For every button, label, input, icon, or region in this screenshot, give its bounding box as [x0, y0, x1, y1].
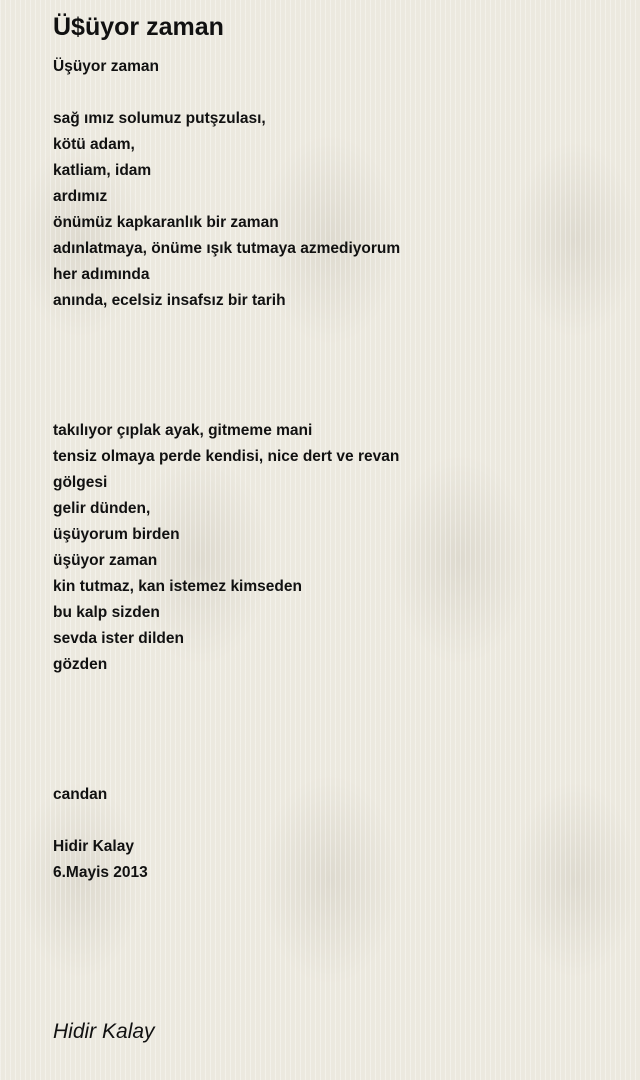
- poem-line: sevda ister dilden: [53, 630, 184, 647]
- poem-line: tensiz olmaya perde kendisi, nice dert ve revan: [53, 448, 400, 465]
- poem-blank-line: [53, 392, 400, 418]
- poem-line: anında, ecelsiz insafsız bir tarih: [53, 292, 286, 309]
- poem-line: katliam, idam: [53, 162, 152, 179]
- poem-line: candan: [53, 786, 108, 803]
- poem-blank-line: [53, 704, 400, 730]
- poem-line: gelir dünden,: [53, 500, 151, 517]
- poem-line: 6.Mayis 2013: [53, 864, 148, 881]
- poem-title: Ü$üyor zaman: [53, 13, 224, 41]
- poem-blank-line: [53, 808, 400, 834]
- poem-line: Hidir Kalay: [53, 838, 134, 855]
- poem-blank-line: [53, 366, 400, 392]
- poem-line: üşüyorum birden: [53, 526, 180, 543]
- poem-blank-line: [53, 340, 400, 366]
- poem-body: [53, 54, 400, 886]
- poem-line: üşüyor zaman: [53, 552, 158, 569]
- poem-blank-line: [53, 80, 400, 106]
- poem-blank-line: [53, 678, 400, 704]
- poem-line: ardımız: [53, 188, 108, 205]
- poem-line: gözden: [53, 656, 108, 673]
- poem-blank-line: [53, 730, 400, 756]
- poem-line: takılıyor çıplak ayak, gitmeme mani: [53, 422, 313, 439]
- poem-line: gölgesi: [53, 474, 108, 491]
- poem-blank-line: [53, 314, 400, 340]
- author-signature: Hidir Kalay: [53, 1020, 155, 1043]
- poem-blank-line: [53, 756, 400, 782]
- poem-line: Üşüyor zaman: [53, 58, 159, 75]
- poem-line: bu kalp sizden: [53, 604, 160, 621]
- poem-line: önümüz kapkaranlık bir zaman: [53, 214, 279, 231]
- poem-line: kötü adam,: [53, 136, 135, 153]
- poem-line: sağ ımız solumuz putşzulası,: [53, 110, 266, 127]
- poem-line: kin tutmaz, kan istemez kimseden: [53, 578, 302, 595]
- poem-line: adınlatmaya, önüme ışık tutmaya azmediyorum: [53, 240, 401, 257]
- poem-line: her adımında: [53, 266, 150, 283]
